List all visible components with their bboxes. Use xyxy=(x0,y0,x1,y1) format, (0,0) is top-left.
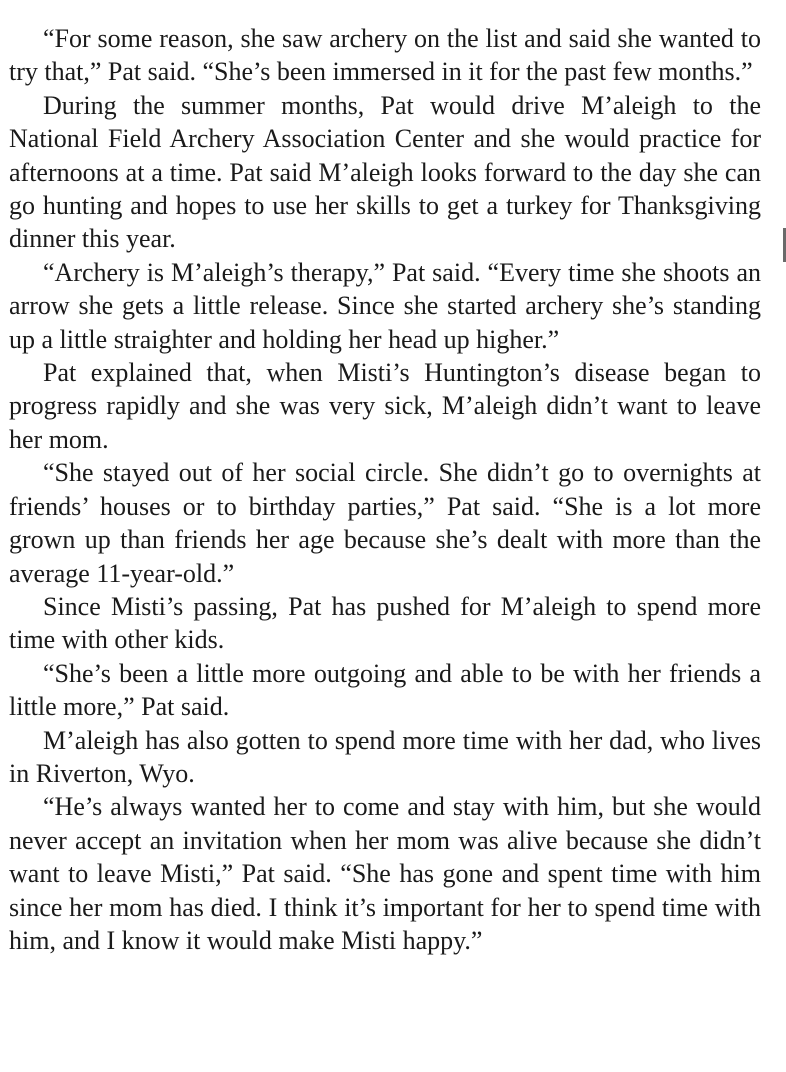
paragraph: “Archery is M’aleigh’s therapy,” Pat said. “Every time she shoots an arrow she gets a little release. Since she started archery she’s standing up a little straighter and holding her head up higher.” xyxy=(9,257,761,354)
paragraph: M’aleigh has also gotten to spend more time with her dad, who lives in Riverton, Wyo. xyxy=(9,725,761,788)
paragraph: “For some reason, she saw archery on the list and said she wanted to try that,” Pat said. “She’s been immersed in it for the past few months.” xyxy=(9,24,761,87)
paragraph: “She’s been a little more outgoing and able to be with her friends a little more,” Pat said. xyxy=(9,658,761,722)
paragraph: During the summer months, Pat would drive M’aleigh to the National Field Archery Association Center and she would practice for afternoons at a time. Pat said M’aleigh looks forward to the day she can go hunting and hopes to use her skills to get a turkey for Thanksgiving dinner this year. xyxy=(9,90,761,254)
paragraph: “He’s always wanted her to come and stay with him, but she would never accept an invitation when her mom was alive because she didn’t want to leave Misti,” Pat said. “She has gone and spent time with him since her mom has died. I think it’s important for her to spend time with him, and I know it would make Misti happy.” xyxy=(9,792,761,955)
paragraph: Pat explained that, when Misti’s Huntington’s disease began to progress rapidly and she was very sick, M’aleigh didn’t want to leave her mom. xyxy=(9,358,761,454)
article-body xyxy=(9,22,761,957)
paragraph: Since Misti’s passing, Pat has pushed for M’aleigh to spend more time with other kids. xyxy=(9,591,761,655)
paragraph: “She stayed out of her social circle. She didn’t go to overnights at friends’ houses or to birthday parties,” Pat said. “She is a lot more grown up than friends her age because she’s dealt with more than the average 11-year-old.” xyxy=(9,458,761,588)
